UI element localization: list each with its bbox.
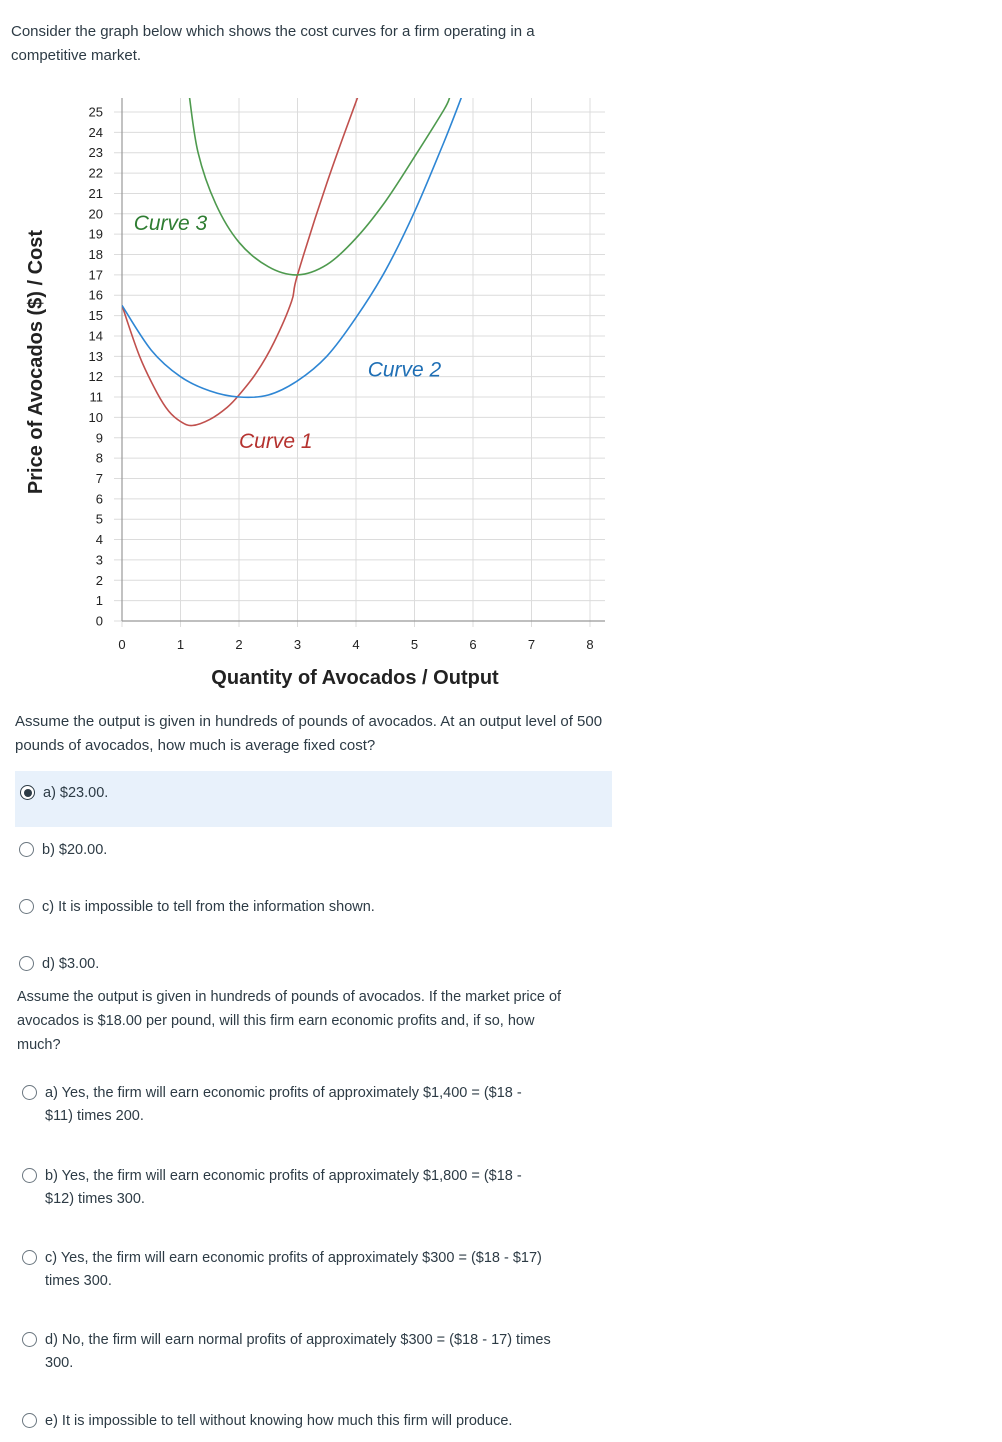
y-axis-title: Price of Avocados ($) / Cost [25, 229, 47, 495]
q2-option-d-radio[interactable] [22, 1332, 37, 1347]
q2-option-b[interactable] [22, 1165, 552, 1211]
q2-option-b-label: b) Yes, the firm will earn economic profits of approximately $1,800 = ($18 - $12) times 300. [45, 1168, 522, 1207]
q1-option-b-radio[interactable] [19, 842, 34, 857]
y-tick-label: 12 [88, 369, 103, 385]
q1-option-b[interactable] [19, 839, 107, 862]
q2-option-e-label: e) It is impossible to tell without knowing how much this firm will produce. [45, 1413, 513, 1429]
q1-option-c-radio[interactable] [19, 899, 34, 914]
q2-option-a-radio[interactable] [22, 1085, 37, 1100]
series-line-curve-1 [122, 90, 368, 426]
x-tick-label: 7 [527, 637, 536, 652]
q1-option-c-label: c) It is impossible to tell from the information shown. [42, 899, 375, 915]
x-tick-label: 6 [469, 637, 477, 652]
y-tick-label: 11 [89, 389, 103, 405]
q2-option-a-label: a) Yes, the firm will earn economic profits of approximately $1,400 = ($18 - $11) times 200. [45, 1085, 522, 1124]
y-tick-label: 0 [95, 613, 103, 629]
radio-selected-dot [24, 789, 32, 797]
y-tick-label: 22 [88, 165, 103, 181]
series-line-curve-3 [189, 96, 449, 275]
curve-annotation-label: Curve 2 [367, 358, 442, 382]
q1-option-b-label: b) $20.00. [42, 842, 108, 858]
q2-option-d[interactable] [22, 1329, 562, 1375]
intro-text: Consider the graph below which shows the cost curves for a firm operating in a competitive market. [11, 23, 535, 64]
q2-option-c[interactable] [22, 1247, 562, 1293]
y-tick-label: 8 [95, 450, 103, 466]
chart-axes [89, 98, 605, 652]
x-tick-label: 5 [410, 637, 419, 652]
x-tick-label: 3 [293, 637, 302, 652]
y-tick-label: 24 [88, 124, 103, 140]
y-tick-label: 21 [88, 185, 103, 201]
q1-option-a-label: a) $23.00. [43, 785, 109, 801]
y-tick-label: 2 [95, 572, 103, 588]
q2-option-c-radio[interactable] [22, 1250, 37, 1265]
y-tick-label: 15 [88, 308, 103, 324]
x-axis-title: Quantity of Avocados / Output [211, 667, 499, 689]
y-tick-label: 3 [95, 552, 103, 568]
x-tick-label: 2 [235, 637, 243, 652]
question-2-text: Assume the output is given in hundreds of pounds of avocados. If the market price of avocados is $18.00 per pound, will this firm earn economic profits and, if so, how much? [17, 989, 562, 1053]
y-tick-label: 14 [88, 328, 103, 344]
y-tick-label: 13 [88, 348, 103, 364]
x-tick-label: 0 [118, 637, 126, 652]
q2-option-c-label: c) Yes, the firm will earn economic profits of approximately $300 = ($18 - $17) times 300. [45, 1250, 542, 1289]
question-1-text: Assume the output is given in hundreds of pounds of avocados. At an output level of 500 pounds of avocados, how much is average fixed cost? [15, 713, 603, 754]
y-tick-label: 20 [88, 206, 103, 222]
q2-option-d-label: d) No, the firm will earn normal profits of approximately $300 = ($18 - 17) times 300. [45, 1332, 551, 1371]
q2-option-e-radio[interactable] [22, 1413, 37, 1428]
y-tick-label: 18 [88, 247, 103, 263]
q1-option-d-radio[interactable] [19, 956, 34, 971]
y-tick-label: 10 [88, 409, 103, 425]
y-tick-label: 19 [88, 226, 103, 242]
y-tick-label: 16 [88, 287, 103, 303]
q1-option-a[interactable] [15, 771, 612, 827]
q2-option-e[interactable] [22, 1410, 582, 1433]
y-tick-label: 1 [95, 593, 103, 609]
y-tick-label: 17 [88, 267, 103, 283]
q2-option-a[interactable] [22, 1082, 552, 1128]
y-tick-label: 7 [95, 470, 103, 486]
series-line-curve-2 [122, 98, 461, 398]
y-tick-label: 4 [95, 532, 103, 548]
q1-option-d-label: d) $3.00. [42, 956, 100, 972]
q1-option-c[interactable] [19, 896, 375, 919]
y-tick-label: 6 [95, 491, 103, 507]
cost-curves-chart [0, 90, 640, 700]
y-tick-label: 5 [95, 511, 103, 527]
x-tick-label: 4 [352, 637, 360, 652]
q2-option-b-radio[interactable] [22, 1168, 37, 1183]
q1-option-d[interactable] [19, 953, 99, 976]
x-tick-label: 8 [586, 637, 594, 652]
curve-annotation-label: Curve 1 [239, 429, 313, 453]
y-tick-label: 9 [95, 430, 103, 446]
curve-annotation-label: Curve 3 [133, 212, 208, 236]
y-tick-label: 25 [88, 104, 103, 120]
q1-option-a-radio[interactable] [20, 785, 35, 800]
y-tick-label: 23 [88, 145, 103, 161]
chart-grid [114, 98, 605, 627]
x-tick-label: 1 [176, 637, 185, 652]
